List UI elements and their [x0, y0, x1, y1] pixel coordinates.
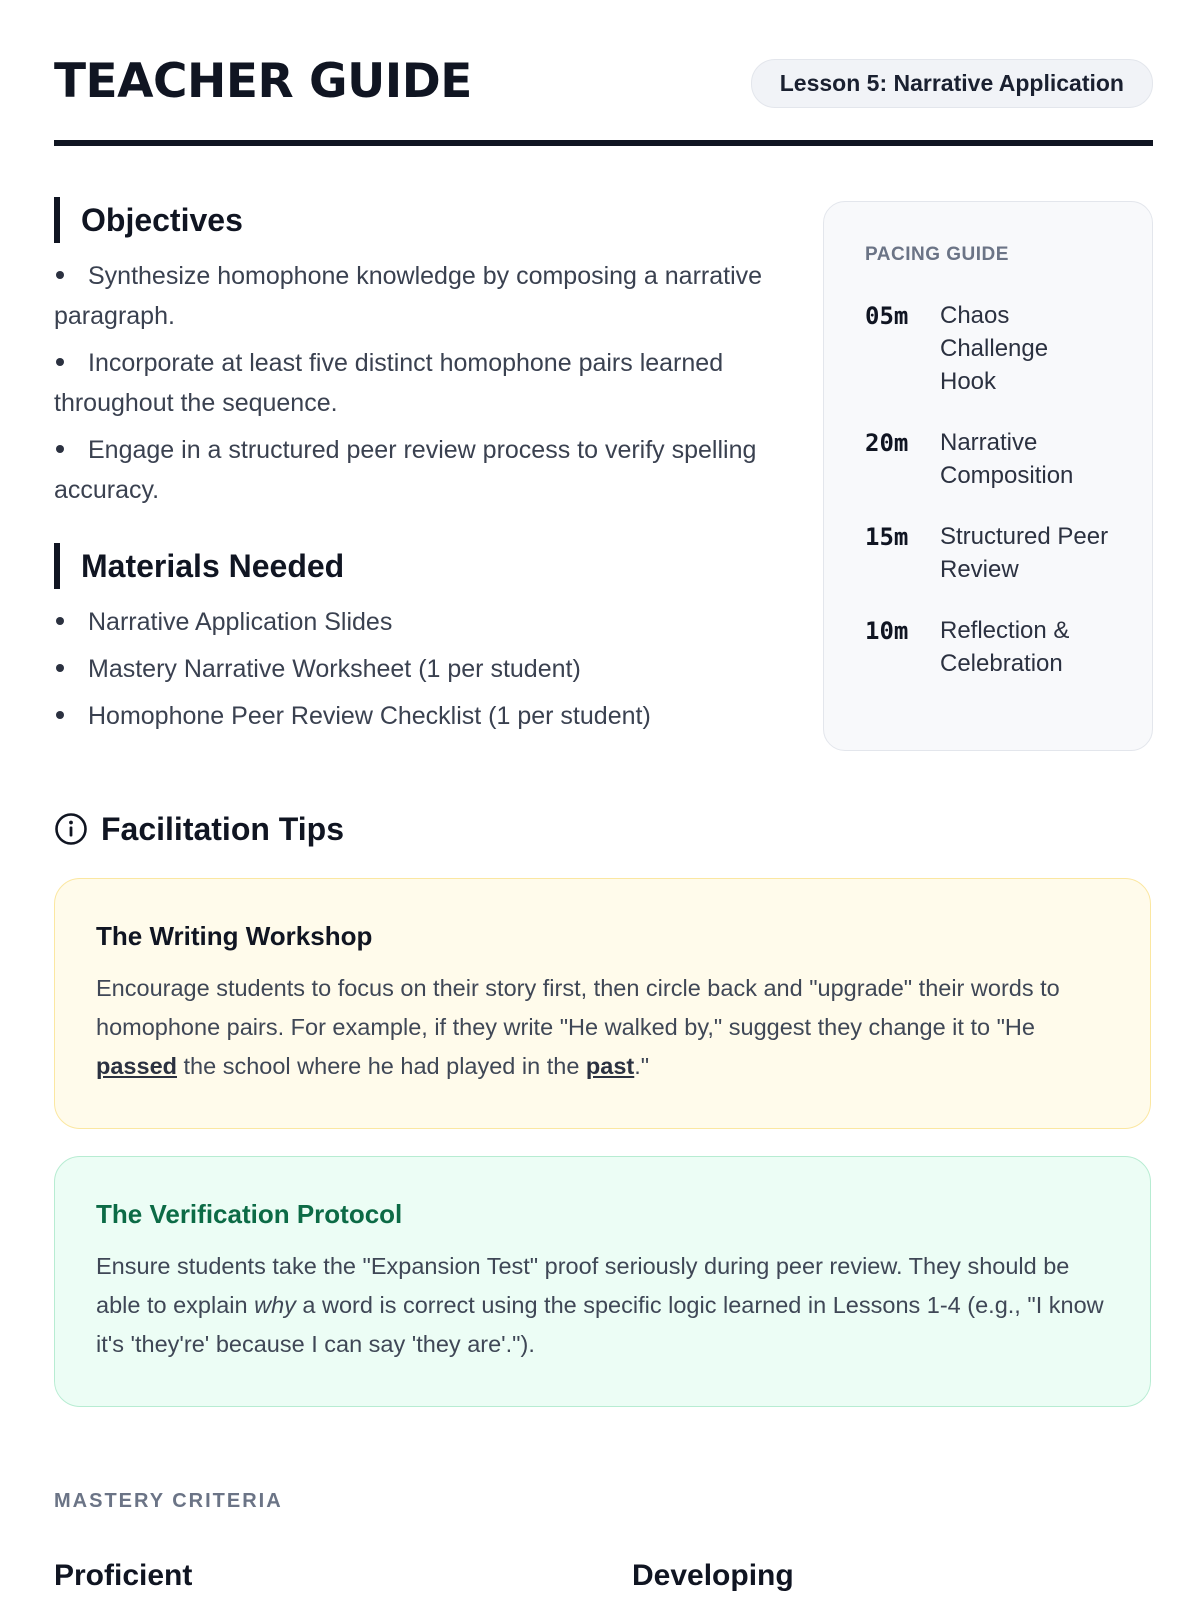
bullet-icon [56, 664, 64, 672]
mastery-criteria-label: MASTERY CRITERIA [54, 1490, 283, 1512]
tip-body: Ensure students take the "Expansion Test" proof seriously during peer review. They should be able to explain why a word is correct using the specific logic learned in Lessons 1-4 (e.g., "I know it's 'they're' because I can say 'they are'."). [96, 1253, 1104, 1357]
materials-heading: Materials Needed [54, 543, 344, 589]
materials-list [54, 602, 794, 743]
pacing-time: 05m [865, 302, 909, 330]
list-item: Homophone Peer Review Checklist (1 per student) [54, 696, 794, 736]
pacing-activity: Narrative Composition [940, 429, 1074, 489]
bullet-icon [56, 617, 64, 625]
emphasis-text: why [254, 1292, 296, 1318]
bullet-icon [56, 711, 64, 719]
info-icon [54, 812, 88, 846]
mastery-column-proficient: Proficient [54, 1559, 193, 1592]
tip-title: The Verification Protocol [96, 1199, 403, 1229]
pacing-guide-card [823, 201, 1153, 751]
lesson-badge: Lesson 5: Narrative Application [751, 59, 1153, 108]
pacing-activity: Chaos Challenge Hook [940, 302, 1049, 395]
list-item: Incorporate at least five distinct homophone pairs learned throughout the sequence. [54, 349, 724, 417]
list-item: Synthesize homophone knowledge by composing a narrative paragraph. [54, 262, 763, 330]
pacing-guide-title: PACING GUIDE [865, 244, 1009, 265]
teacher-guide-page [54, 0, 1153, 1600]
list-item: Narrative Application Slides [54, 602, 794, 642]
bullet-icon [56, 271, 64, 279]
objectives-list [54, 256, 794, 517]
writing-workshop-tip [54, 878, 1151, 1129]
pacing-activity: Structured Peer Review [940, 523, 1109, 583]
bullet-icon [56, 358, 64, 366]
page-title: TEACHER GUIDE [54, 54, 472, 109]
verification-protocol-tip [54, 1156, 1151, 1407]
tip-body: Encourage students to focus on their story first, then circle back and "upgrade" their words to homophone pairs. For example, if they write "He walked by," suggest they change it to "He passed the school where he had played in the past." [96, 975, 1060, 1079]
pacing-time: 15m [865, 523, 909, 551]
mastery-column-developing: Developing [632, 1559, 794, 1592]
facilitation-tips-heading: Facilitation Tips [101, 811, 344, 847]
list-item: Mastery Narrative Worksheet (1 per student) [54, 649, 794, 689]
homophone-highlight: past [585, 1053, 635, 1079]
pacing-activity: Reflection & Celebration [940, 617, 1070, 677]
tip-title: The Writing Workshop [96, 921, 373, 951]
list-item: Engage in a structured peer review process to verify spelling accuracy. [54, 436, 757, 504]
header [54, 54, 1153, 110]
pacing-time: 20m [865, 429, 909, 457]
bullet-icon [56, 445, 64, 453]
header-divider [54, 140, 1153, 146]
pacing-time: 10m [865, 617, 909, 645]
homophone-highlight: passed [96, 1053, 177, 1079]
objectives-heading: Objectives [54, 197, 243, 243]
